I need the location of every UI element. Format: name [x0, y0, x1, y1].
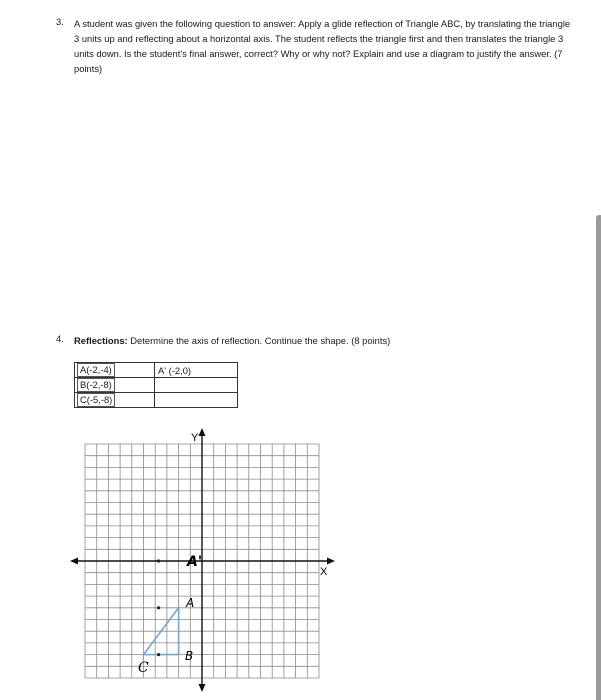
x-axis-left-arrow — [70, 558, 78, 565]
b-label: B — [185, 649, 194, 663]
point-a-dot — [157, 606, 160, 609]
a-label: A — [186, 596, 195, 610]
point-a-label: A(-2,-4) — [77, 363, 115, 377]
point-a-prime-dot — [157, 559, 160, 562]
y-axis-label: Y — [191, 432, 199, 444]
question-3-number: 3. — [56, 16, 64, 27]
point-c-label: C(-5,-8) — [77, 393, 115, 407]
point-b-label: B(-2,-8) — [77, 378, 115, 392]
point-b-dot — [157, 653, 160, 656]
question-4-text: Determine the axis of reflection. Continue the shape. (8 points) — [127, 335, 391, 346]
question-4-title: Reflections: — [74, 335, 128, 346]
question-4-number: 4. — [56, 333, 64, 344]
scrollbar[interactable] — [596, 215, 601, 700]
x-axis-label: X — [320, 566, 328, 578]
y-axis-up-arrow — [199, 428, 206, 436]
question-3-text: A student was given the following question to answer: Apply a glide reflection of Triangle ABC, by translating the triangle 3 units up and reflecting about a horizontal axis. The student reflects the triangle first and then translates the triangle 3 units down. Is the student's final answer, correct? Why or why not? Explain and use a diagram to justify the answer. (7 points) — [74, 18, 571, 74]
a-prime-label: A' — [187, 554, 203, 570]
c-label: C — [138, 660, 149, 676]
y-axis-down-arrow — [199, 684, 206, 692]
x-axis-right-arrow — [327, 558, 335, 565]
table-cell: A' (-2,0) — [155, 363, 238, 378]
